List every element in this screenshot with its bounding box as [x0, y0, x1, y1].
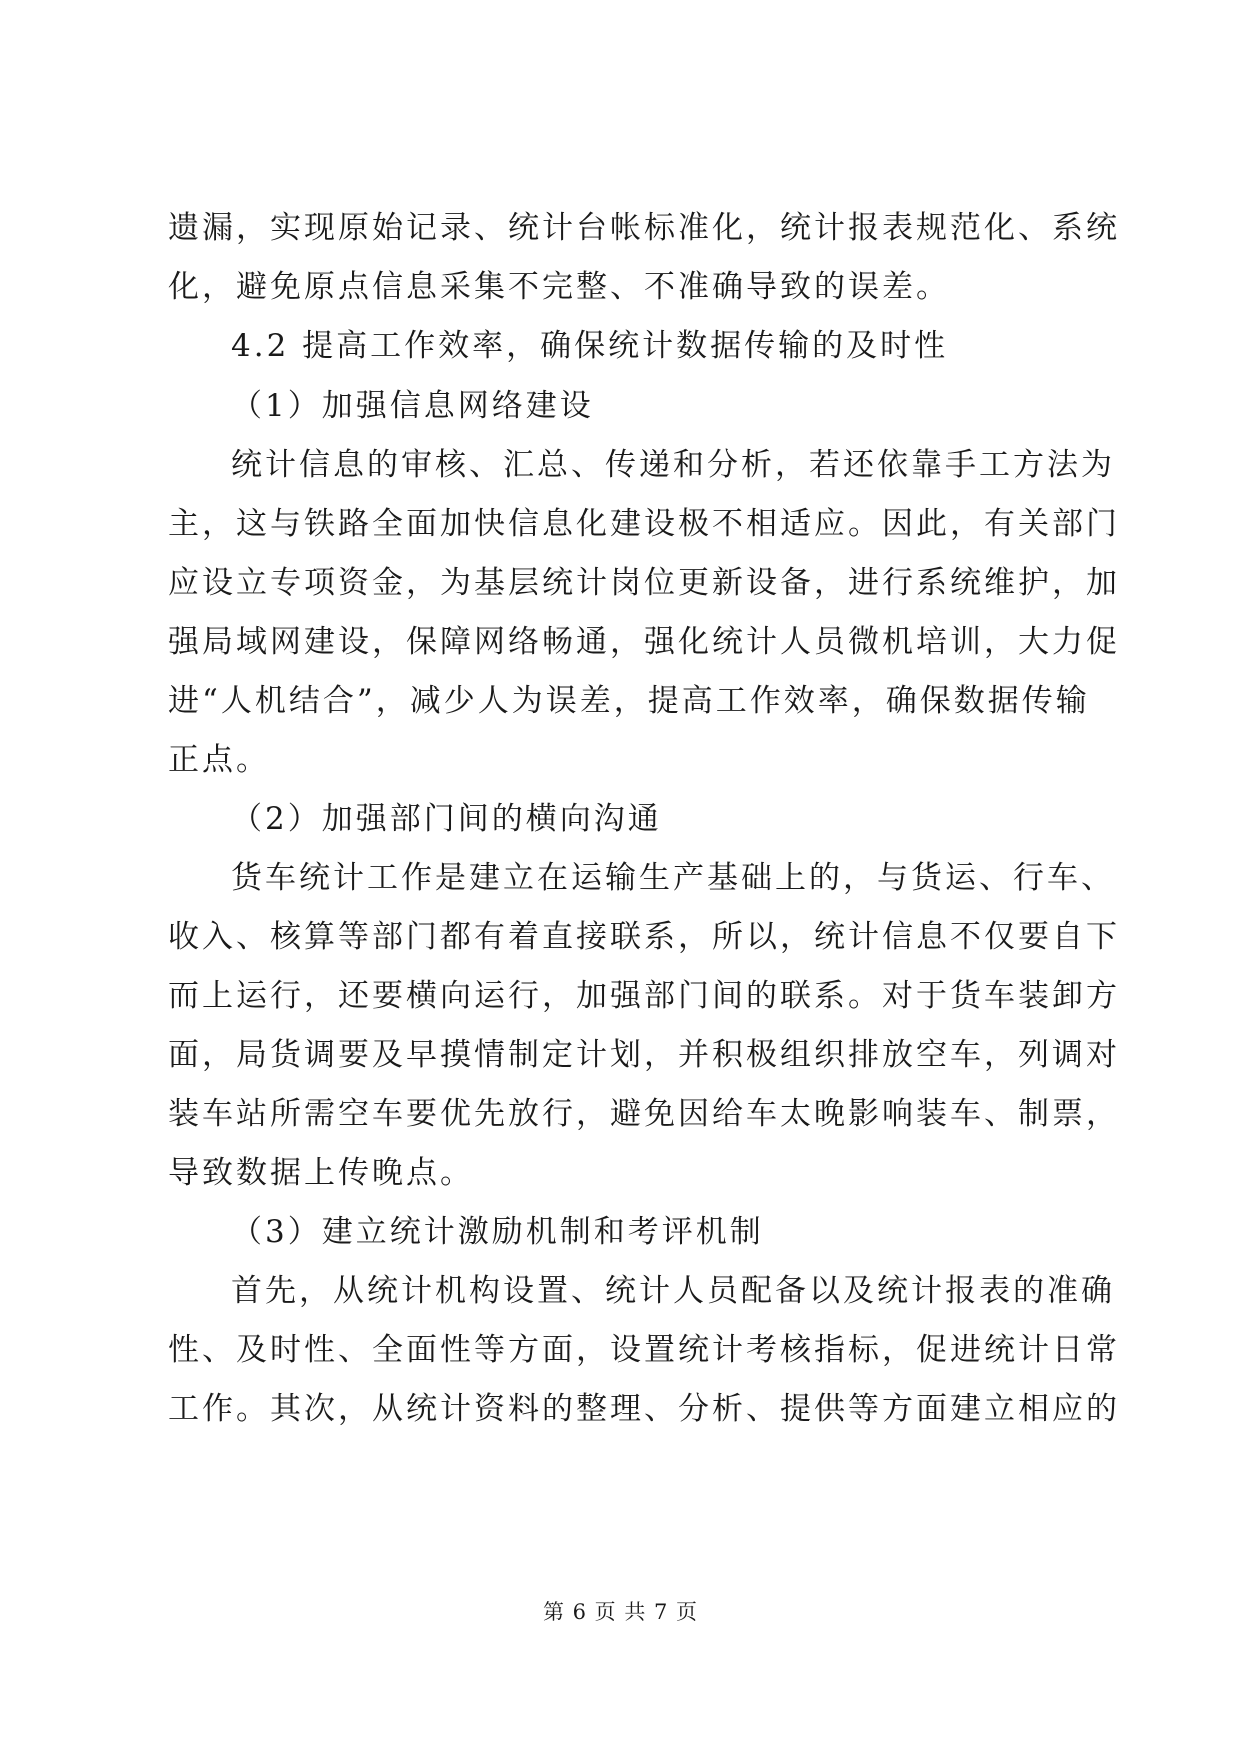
text-line: 强局域网建设，保障网络畅通，强化统计人员微机培训，大力促 — [168, 624, 1120, 660]
text-line: 遗漏，实现原始记录、统计台帐标准化，统计报表规范化、系统 — [168, 210, 1120, 246]
subsection-heading: （3）建立统计激励机制和考评机制 — [231, 1214, 764, 1250]
subsection-heading: （2）加强部门间的横向沟通 — [231, 801, 662, 837]
text-line: 收入、核算等部门都有着直接联系，所以，统计信息不仅要自下 — [168, 919, 1120, 955]
text-line: 装车站所需空车要优先放行，避免因给车太晚影响装车、制票， — [168, 1096, 1120, 1132]
text-line: 性、及时性、全面性等方面，设置统计考核指标，促进统计日常 — [168, 1332, 1120, 1368]
text-line: 统计信息的审核、汇总、传递和分析，若还依靠手工方法为 — [231, 447, 1115, 483]
text-line: 工作。其次，从统计资料的整理、分析、提供等方面建立相应的 — [168, 1391, 1120, 1427]
text-line: 而上运行，还要横向运行，加强部门间的联系。对于货车装卸方 — [168, 978, 1120, 1014]
text-line: 首先，从统计机构设置、统计人员配备以及统计报表的准确 — [231, 1273, 1115, 1309]
text-line: 导致数据上传晚点。 — [168, 1155, 474, 1191]
section-heading: 4.2 提高工作效率，确保统计数据传输的及时性 — [231, 328, 949, 364]
text-line: 化，避免原点信息采集不完整、不准确导致的误差。 — [168, 269, 950, 305]
text-line: 进“人机结合”，减少人为误差，提高工作效率，确保数据传输 — [168, 683, 1090, 719]
text-line: 应设立专项资金，为基层统计岗位更新设备，进行系统维护，加 — [168, 565, 1120, 601]
text-line: 正点。 — [168, 742, 270, 778]
text-line: 主，这与铁路全面加快信息化建设极不相适应。因此，有关部门 — [168, 506, 1120, 542]
text-line: 货车统计工作是建立在运输生产基础上的，与货运、行车、 — [231, 860, 1115, 896]
subsection-heading: （1）加强信息网络建设 — [231, 388, 594, 424]
text-line: 面，局货调要及早摸情制定计划，并积极组织排放空车，列调对 — [168, 1037, 1120, 1073]
page-number-footer: 第 6 页 共 7 页 — [542, 1600, 699, 1624]
